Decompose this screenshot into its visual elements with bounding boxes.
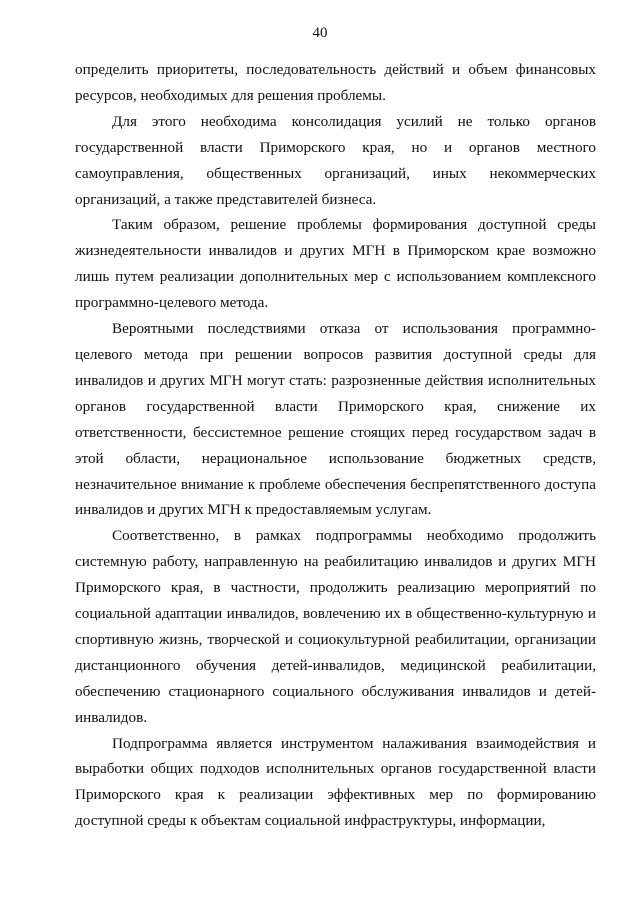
paragraph-conclusion: Таким образом, решение проблемы формирования доступной среды жизнедеятельности инвалидов и других МГН в Приморском крае возможно лишь путем реализации дополнительных мер с использованием комплексного программно-целевого метода.: [75, 216, 596, 312]
page-number: 40: [312, 25, 328, 41]
document-body: [75, 57, 596, 834]
paragraph-consolidation: Для этого необходима консолидация усилий не только органов государственной власти Приморского края, но и органов местного самоуправления, общественных организаций, иных некоммерческих организаций, а также представителей бизнеса.: [75, 112, 596, 208]
paragraph-subprogram-instrument: Подпрограмма является инструментом налаживания взаимодействия и выработки общих подходов исполнительных органов государственной власти Приморского края к реализации эффективных мер по формированию доступной среды к объектам социальной инфраструктуры, информации,: [75, 734, 596, 830]
paragraph-consequences: Вероятными последствиями отказа от использования программно-целевого метода при решении вопросов развития доступной среды для инвалидов и других МГН могут стать: разрозненные действия исполнительных органов государственной власти Приморского края, снижение их ответственности, бессистемное решение стоящих перед государством задач в этой области, нерациональное использование бюджетных средств, незначительное внимание к проблеме обеспечения беспрепятственного доступа инвалидов и других МГН к предоставляемым услугам.: [75, 320, 596, 519]
paragraph-continuation: определить приоритеты, последовательность действий и объем финансовых ресурсов, необходимых для решения проблемы.: [75, 61, 596, 104]
paragraph-subprogram-work: Соответственно, в рамках подпрограммы необходимо продолжить системную работу, направленную на реабилитацию инвалидов и других МГН Приморского края, в частности, продолжить реализацию мероприятий по социальной адаптации инвалидов, вовлечению их в общественно-культурную и спортивную жизнь, творческой и социокультурной реабилитации, организации дистанционного обучения детей-инвалидов, медицинской реабилитации, обеспечению стационарного социального обслуживания инвалидов и детей-инвалидов.: [75, 527, 596, 726]
